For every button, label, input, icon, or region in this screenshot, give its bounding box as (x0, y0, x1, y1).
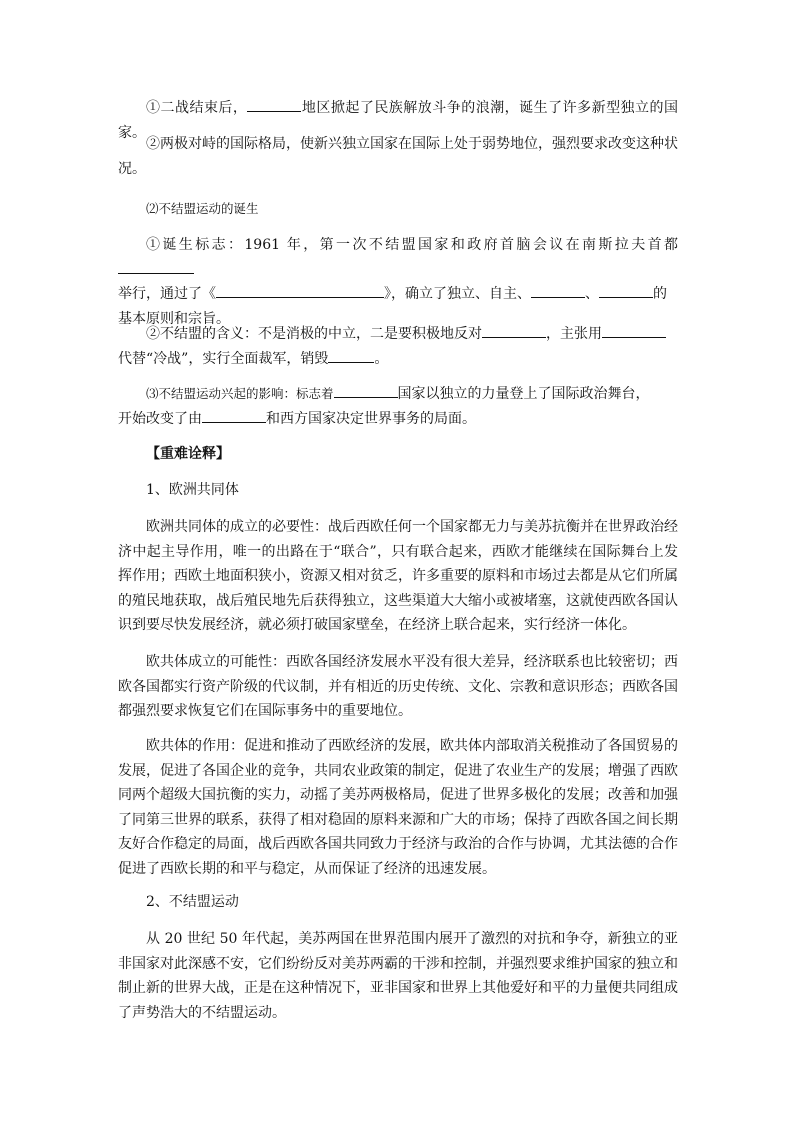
birth-text-4: 、 (585, 286, 599, 302)
impact-text-2: 国家以独立的力量登上了国际政治舞台， (397, 386, 650, 402)
fill-blank-destroy[interactable] (328, 347, 374, 363)
paragraph-nam: 从 20 世纪 50 年代起，美苏两国在世界范围内展开了激烈的对抗和争夺，新独立的亚非国家对此深感不安，它们纷纷反对美苏两霸的干涉和控制，并强烈要求维护国家的独立和制止新的世界大战，正是在这种情况下，亚非国家和世界上其他爱好和平的力量便共同组成了声势浩大的不结盟运动。 (118, 931, 678, 1021)
key-points-heading: 【重难诠释】 (146, 446, 230, 462)
item-nam-impact (118, 382, 678, 431)
fill-blank-advocate[interactable] (602, 322, 666, 338)
meaning-text-3: 代替“冷战”，实行全面裁军，销毁 (118, 350, 329, 367)
impact-text-1: ⑶不结盟运动兴起的影响：标志着 (146, 386, 334, 401)
meaning-text-4: 。 (374, 350, 389, 367)
item-bipolar-pattern (118, 132, 678, 181)
fill-blank-principle-1[interactable] (531, 282, 585, 298)
fill-blank-region[interactable] (247, 96, 301, 112)
item1-prefix: ①二战结束后， (146, 100, 248, 116)
paragraph-ec-possibility: 欧共体成立的可能性：西欧各国经济发展水平没有很大差异，经济联系也比较密切；西欧各国都实行资产阶级的代议制，并有相近的历史传统、文化、宗教和意识形态；西欧各国都强烈要求恢复它们在国际事务中的重要地位。 (118, 654, 678, 719)
subheading-nam: 2、不结盟运动 (146, 894, 239, 910)
paragraph-ec-necessity: 欧洲共同体的成立的必要性：战后西欧任何一个国家都无力与美苏抗衡并在世界政治经济中起主导作用，唯一的出路在于“联合”，只有联合起来，西欧才能继续在国际舞台上发挥作用；西欧土地面积狭小，资源又相对贫乏，许多重要的原料和市场过去都是从它们所属的殖民地获取，战后殖民地先后获得独立，这些渠道大大缩小或被堵塞，这就使西欧各国认识到要尽快发展经济，就必须打破国家壁垒，在经济上联合起来，实行经济一体化。 (118, 519, 678, 633)
impact-text-4: 和西方国家决定世界事务的局面。 (266, 410, 476, 427)
item-birth-mark (118, 233, 678, 331)
birth-text-1: ①诞生标志：1961 年，第一次不结盟国家和政府首脑会议在南斯拉夫首都 (146, 237, 678, 253)
item-nonalignment-meaning (118, 322, 678, 371)
fill-blank-superpower[interactable] (202, 407, 266, 423)
item2-line1: ②两极对峙的国际格局，使新兴独立国家在国际上处于弱势地位，强烈要求改变这种状 (146, 136, 678, 152)
birth-text-5: 的 (653, 286, 667, 302)
fill-blank-principle-2[interactable] (599, 282, 653, 298)
birth-text-2: 举行，通过了《 (118, 286, 216, 302)
fill-blank-countries[interactable] (334, 382, 398, 398)
item2-line2: 况。 (118, 160, 146, 177)
fill-blank-oppose[interactable] (482, 322, 546, 338)
birth-text-3: 》，确立了独立、自主、 (384, 286, 531, 302)
impact-text-3: 开始改变了由 (118, 410, 202, 427)
paragraph-ec-role: 欧共体的作用：促进和推动了西欧经济的发展，欧共体内部取消关税推动了各国贸易的发展，促进了各国企业的竞争，共同农业政策的制定，促进了农业生产的发展；增强了西欧同两个超级大国抗衡的实力，动摇了美苏两极格局，促进了世界多极化的发展；改善和加强了同第三世界的联系，获得了相对稳固的原料来源和广大的市场；保持了西欧各国之间长期友好合作稳定的局面，战后西欧各国共同致力于经济与政治的合作与协调，尤其法德的合作促进了西欧长期的和平与稳定，从而保证了经济的迅速发展。 (118, 738, 678, 877)
fill-blank-capital[interactable] (118, 258, 194, 274)
birth-text-6: 基本原则和宗旨。 (118, 310, 230, 327)
meaning-text-2: ，主张用 (546, 326, 602, 342)
subheading-ec: 1、欧洲共同体 (146, 482, 239, 498)
item1-suffix: 地区掀起了民族解放斗争的浪潮，诞生了许多新型独立的国家。 (118, 100, 679, 141)
section-heading-nam-birth: ⑵不结盟运动的诞生 (146, 201, 259, 216)
meaning-text-1: ②不结盟的含义：不是消极的中立，二是要积极地反对 (146, 326, 482, 342)
fill-blank-declaration[interactable] (216, 282, 384, 298)
